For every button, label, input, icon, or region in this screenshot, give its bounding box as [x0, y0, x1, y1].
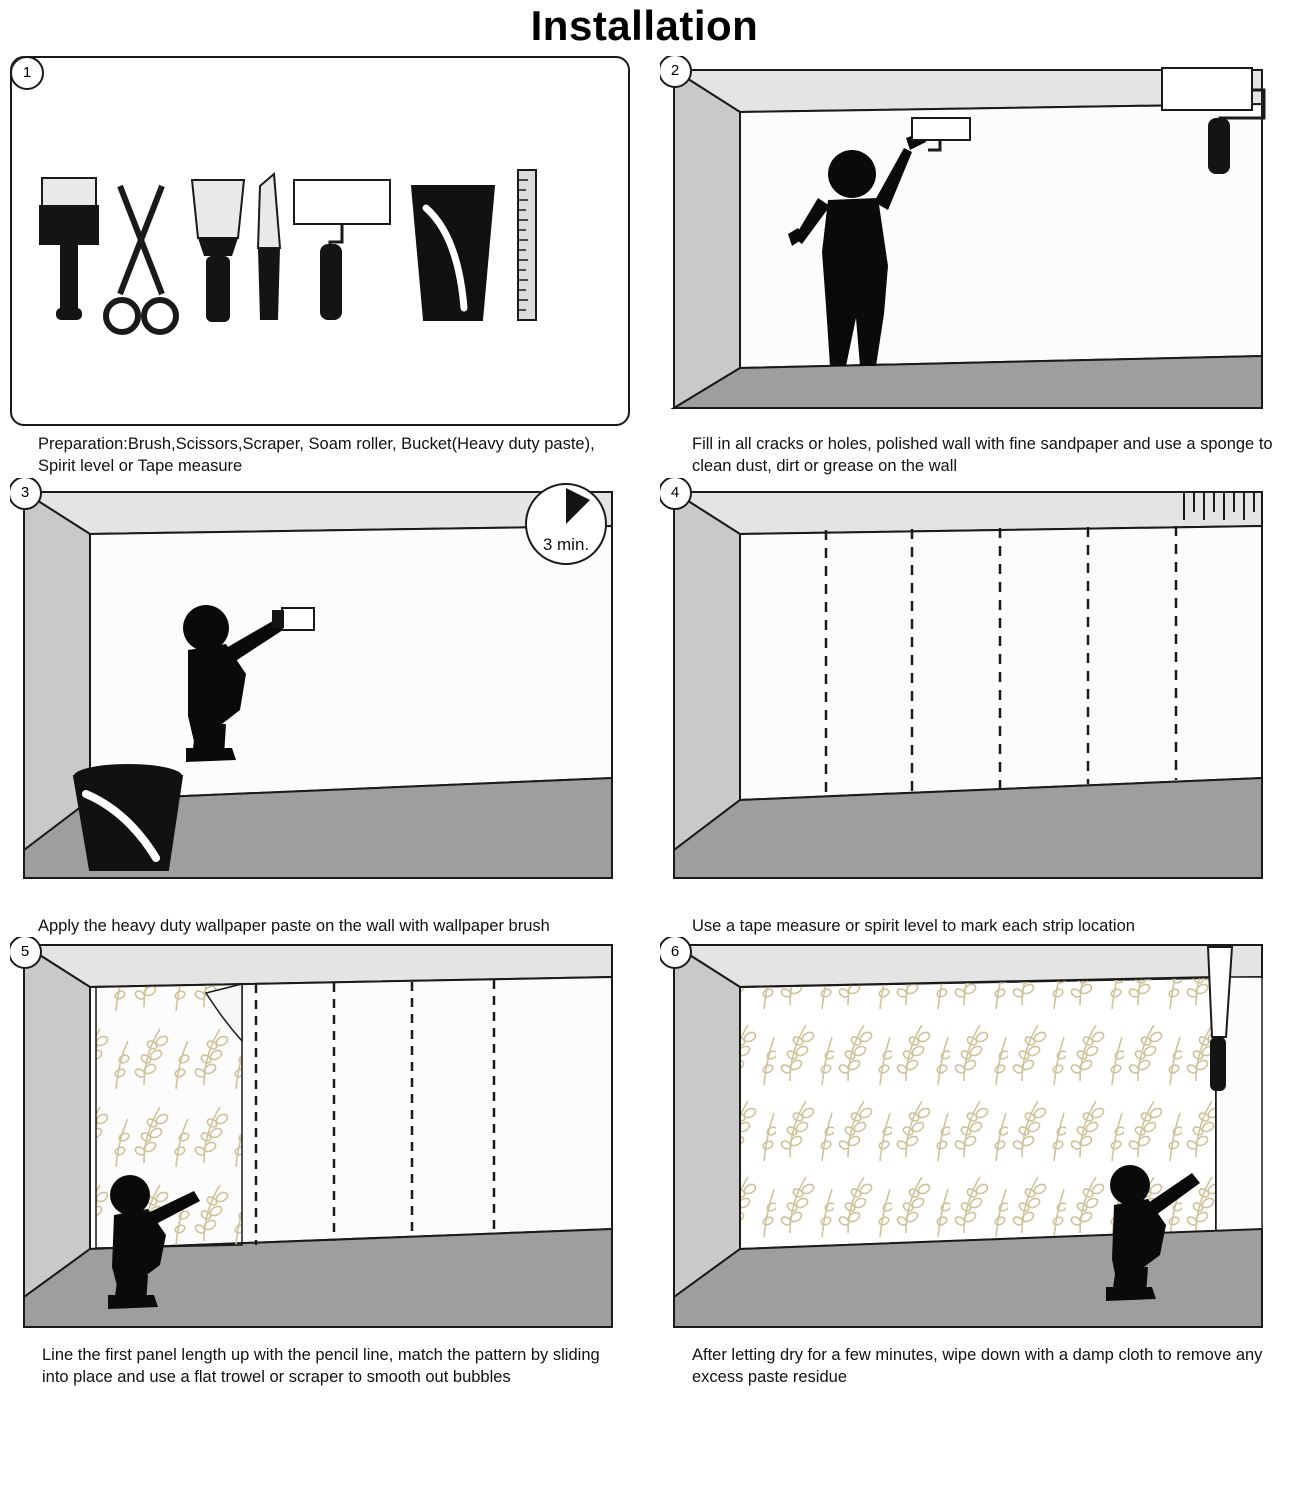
- page-title: Installation: [530, 2, 759, 49]
- step-5-caption: Line the first panel length up with the pencil line, match the pattern by sliding into place and use a flat trowel or scraper to smooth out bubbles: [42, 1346, 600, 1387]
- step-2-illustration: [660, 56, 1280, 426]
- bucket-icon: [412, 186, 494, 320]
- foam-roller-icon: [294, 180, 390, 320]
- step-5-illustration: [10, 937, 630, 1337]
- step-1-caption: Preparation:Brush,Scissors,Scraper, Soam roller, Bucket(Heavy duty paste), Spirit level or Tape measure: [38, 435, 595, 475]
- hang-first-panel-drawing: [10, 937, 626, 1333]
- step-6: [660, 937, 1280, 1389]
- step-4-illustration: [660, 478, 1280, 908]
- step-1-number: 1: [10, 56, 44, 90]
- step-6-number: 6: [660, 937, 692, 969]
- bucket-icon: [74, 764, 182, 870]
- mark-strips-drawing: [660, 478, 1276, 904]
- step-3-caption: Apply the heavy duty wallpaper paste on the wall with wallpaper brush: [38, 916, 550, 935]
- step-3: [10, 478, 630, 938]
- step-2-caption: Fill in all cracks or holes, polished wall with fine sandpaper and use a sponge to clean dust, dirt or grease on the wall: [692, 435, 1273, 475]
- step-5-number: 5: [10, 937, 42, 969]
- ruler-icon: [518, 170, 536, 320]
- utility-knife-icon: [258, 174, 280, 320]
- step-4-caption: Use a tape measure or spirit level to mark each strip location: [692, 916, 1135, 935]
- step-4-number: 4: [660, 478, 692, 510]
- step-1-illustration: [10, 56, 630, 426]
- room-wall-cleaning-drawing: [660, 56, 1276, 422]
- step-5: [10, 937, 630, 1389]
- tools-drawing: [12, 58, 628, 424]
- step-6-illustration: [660, 937, 1280, 1337]
- brush-icon: [40, 178, 98, 320]
- step-1: [10, 56, 630, 478]
- scissors-icon: [106, 186, 176, 332]
- scraper-icon: [192, 180, 244, 322]
- step-3-illustration: [10, 478, 630, 908]
- step-4: [660, 478, 1280, 938]
- wallpaper-brush-icon: [272, 608, 314, 630]
- step-3-number: 3: [10, 478, 42, 510]
- apply-paste-drawing: [10, 478, 626, 904]
- step-2: [660, 56, 1280, 478]
- steps-grid: [0, 56, 1289, 1389]
- wipe-down-drawing: [660, 937, 1276, 1333]
- step-6-caption: After letting dry for a few minutes, wipe down with a damp cloth to remove any excess paste residue: [692, 1346, 1263, 1387]
- timer-label: 3 min.: [542, 534, 590, 554]
- step-2-number: 2: [660, 56, 692, 88]
